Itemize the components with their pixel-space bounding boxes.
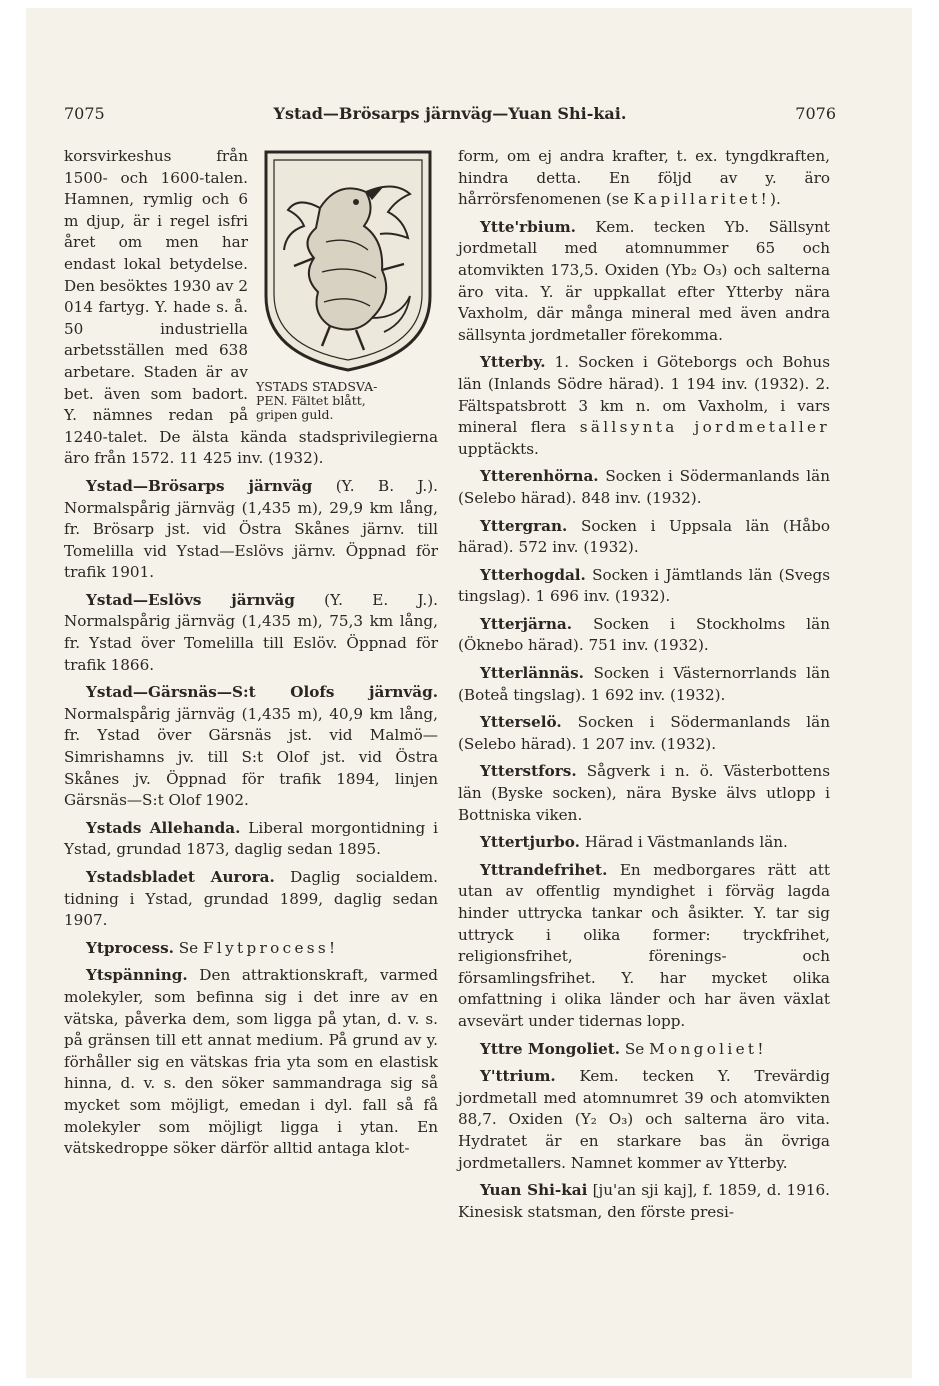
entry-headword: Ystadsbladet Aurora. <box>86 868 275 886</box>
entry <box>64 818 438 861</box>
cross-reference: Kapillaritet! <box>633 190 771 209</box>
entry-headword: Ytterhogdal. <box>480 565 586 584</box>
entry <box>458 217 830 347</box>
entry <box>458 1066 830 1174</box>
entry <box>64 867 438 932</box>
entry <box>64 590 438 676</box>
entry-text: Normalspårig järnväg (1,435 m), 40,9 km lång, fr. Ystad över Gärsnäs jst. vid Malmö—Simrishamns jv. till S:t Olof jst. vid Östra Skånes jv. Öppnad för trafik 1894, linjen Gärsnäs—S:t Olof 1902. <box>64 704 438 810</box>
entry-headword: Ytterby. <box>480 353 546 372</box>
entry <box>458 516 830 559</box>
entry <box>64 938 438 960</box>
entry-headword: Ytte'rbium. <box>480 217 576 236</box>
entry-headword: Ytterlännäs. <box>480 664 584 683</box>
entry-text: Se <box>624 1039 645 1058</box>
ystad-griffin-coat-of-arms-icon <box>260 146 436 374</box>
cross-reference: sällsynta jordmetaller <box>579 418 830 437</box>
entry-text: Socken i Västernorrlands län (Boteå tingslag). 1 692 inv. (1932). <box>458 664 830 704</box>
entry-headword: Y'ttrium. <box>480 1067 556 1086</box>
entry <box>458 712 830 755</box>
entry-text: form, om ej andra krafter, t. ex. tyngdkraften, hindra detta. En följd av y. äro hårrörsfenomenen (se <box>458 147 830 209</box>
entry <box>458 832 830 854</box>
entry-text: Se <box>178 938 199 957</box>
crest-caption <box>256 380 438 422</box>
entry-headword: Ytprocess. <box>86 938 174 957</box>
entry-headword: Yttre Mongoliet. <box>480 1039 621 1058</box>
entry-text: Kem. tecken Yb. Sällsynt jordmetall med atomnummer 65 och atomvikten 173,5. Oxiden (Yb₂ O₃) och salterna äro vita. Y. är uppkallat efter Ytterby nära Vaxholm, där många mineral med även andra sällsynta jordmetaller förekomma. <box>458 217 831 344</box>
entry-headword: Ytterselö. <box>480 713 562 732</box>
page-number-right: 7076 <box>795 104 836 123</box>
entry <box>458 860 830 1033</box>
entry-text: Härad i Västmanlands län. <box>584 833 788 852</box>
entry-text: Daglig socialdem. tidning i Ystad, grundad 1899, daglig sedan 1907. <box>64 868 438 930</box>
entry-text: Den attraktionskraft, varmed molekyler, som befinna sig i det inre av en vätska, påverka dem, som ligga på ytan, d. v. s. på gränsen till ett annat medium. På grund av y. förhåller sig en vätskas fria yta som en elastisk hinna, d. v. s. den söker sammandraga sig så mycket som möjligt, emedan i dyl. fall så få molekyler som möjligt ligga i ytan. En vätskedroppe söker därför alltid antaga klot- <box>64 966 439 1158</box>
entry-text: Socken i Stockholms län (Öknebo härad). 751 inv. (1932). <box>458 614 830 655</box>
entry-text: Liberal morgontidning i Ystad, grundad 1873, daglig sedan 1895. <box>64 818 438 859</box>
left-column <box>64 146 438 1166</box>
page-number-left: 7075 <box>64 104 105 123</box>
entry-headword: Yttertjurbo. <box>480 833 580 852</box>
entry-text: Socken i Södermanlands län (Selebo härad). 1 207 inv. (1932). <box>458 713 831 753</box>
entry <box>458 663 830 706</box>
entry <box>458 352 830 460</box>
continued-text <box>458 146 830 211</box>
entry-headword: Ystad—Gärsnäs—S:t Olofs järnväg. <box>86 683 438 702</box>
entry-headword: Ytterjärna. <box>480 614 573 633</box>
entry <box>64 682 438 812</box>
entry-headword: Ystads Allehanda. <box>86 818 241 837</box>
entry <box>458 565 830 608</box>
entry <box>458 761 830 826</box>
entry-headword: Ystad—Eslövs järnväg <box>86 590 295 609</box>
cross-reference: Flytprocess! <box>202 938 339 957</box>
entry-text: ). <box>770 190 781 209</box>
entry-text: (Y. B. J.). Normalspårig järnväg (1,435 m), 29,9 km lång, fr. Brösarp jst. vid Östra Skånes järnv. till Tomelilla vid Ystad—Eslövs järnv. Öppnad för trafik 1901. <box>64 476 439 582</box>
entry-headword: Ystad—Brösarps järnväg <box>86 476 313 495</box>
entry-text: upptäckts. <box>458 439 539 458</box>
cross-reference: Mongoliet! <box>649 1039 767 1058</box>
crest-caption-line: gripen guld. <box>256 407 334 422</box>
entry-text: [ju'an sji kaj], f. 1859, d. 1916. Kinesisk statsman, den förste presi- <box>458 1181 831 1221</box>
entry-text: En medborgares rätt att utan av offentlig myndighet i förväg lagda hinder uttrycka tankar och åsikter. Y. tar sig uttryck i olika former: tryckfrihet, religionsfrihet, förenings- och församlingsfrihet. Y. har mycket olika omfattning i olika länder och har även växlat avsevärt under tidernas lopp. <box>458 860 830 1030</box>
entry-text: (Y. E. J.). Normalspårig järnväg (1,435 m), 75,3 km lång, fr. Ystad över Tomelilla till Eslöv. Öppnad för trafik 1866. <box>64 590 438 674</box>
entry-text: Socken i Uppsala län (Håbo härad). 572 inv. (1932). <box>458 516 831 557</box>
entry <box>458 466 830 509</box>
entry-text: Sågverk i n. ö. Västerbottens län (Byske socken), nära Byske älvs utlopp i Bottniska viken. <box>458 762 830 824</box>
entry <box>64 965 438 1159</box>
entry-headword: Ytterstfors. <box>480 762 577 781</box>
entry-headword: Yttrandefrihet. <box>480 860 608 879</box>
crest-figure <box>256 146 438 422</box>
entry <box>458 1039 830 1061</box>
entry <box>458 1180 830 1223</box>
article-text: korsvirkeshus från 1500- och 1600-talen. Hamnen, rymlig och 6 m djup, är i regel isfri året om men har endast lokal betydelse. Den besöktes 1930 av 2 014 fartyg. Y. hade s. å. 50 industriella arbetsställen med 638 arbetare. Staden är av bet. även som badort. Y. nämnes redan på 1240-talet. De älsta kända stadsprivilegierna äro från 1572. 11 425 inv. (1932). <box>64 147 438 468</box>
running-title: Ystad—Brösarps järnväg—Yuan Shi-kai. <box>273 104 627 123</box>
entry-headword: Ytspänning. <box>86 966 188 985</box>
right-column <box>458 146 830 1229</box>
crest-caption-line: YSTADS STADSVA- <box>256 379 378 394</box>
entry <box>458 614 830 657</box>
entry-text: 1. Socken i Göteborgs och Bohus län (Inlands Södre härad). 1 194 inv. (1932). 2. Fältspatsbrott 3 km n. om Vaxholm, i vars mineral flera <box>458 353 830 437</box>
entry-headword: Ytterenhörna. <box>480 467 599 486</box>
entry-headword: Yttergran. <box>480 516 568 535</box>
entry-text: Kem. tecken Y. Trevärdig jordmetall med atomnumret 39 och atomvikten 88,7. Oxiden (Y₂ O₃) och salterna äro vita. Hydratet är en starkare bas än övriga jordmetallers. Namnet kommer av Ytterby. <box>458 1067 830 1172</box>
crest-caption-line: PEN. Fältet blått, <box>256 393 366 408</box>
entry-text: Socken i Jämtlands län (Svegs tingslag). 1 696 inv. (1932). <box>458 565 830 606</box>
entry <box>64 476 438 584</box>
entry-headword: Yuan Shi-kai <box>480 1181 588 1200</box>
entry-text: Socken i Södermanlands län (Selebo härad). 848 inv. (1932). <box>458 467 830 507</box>
